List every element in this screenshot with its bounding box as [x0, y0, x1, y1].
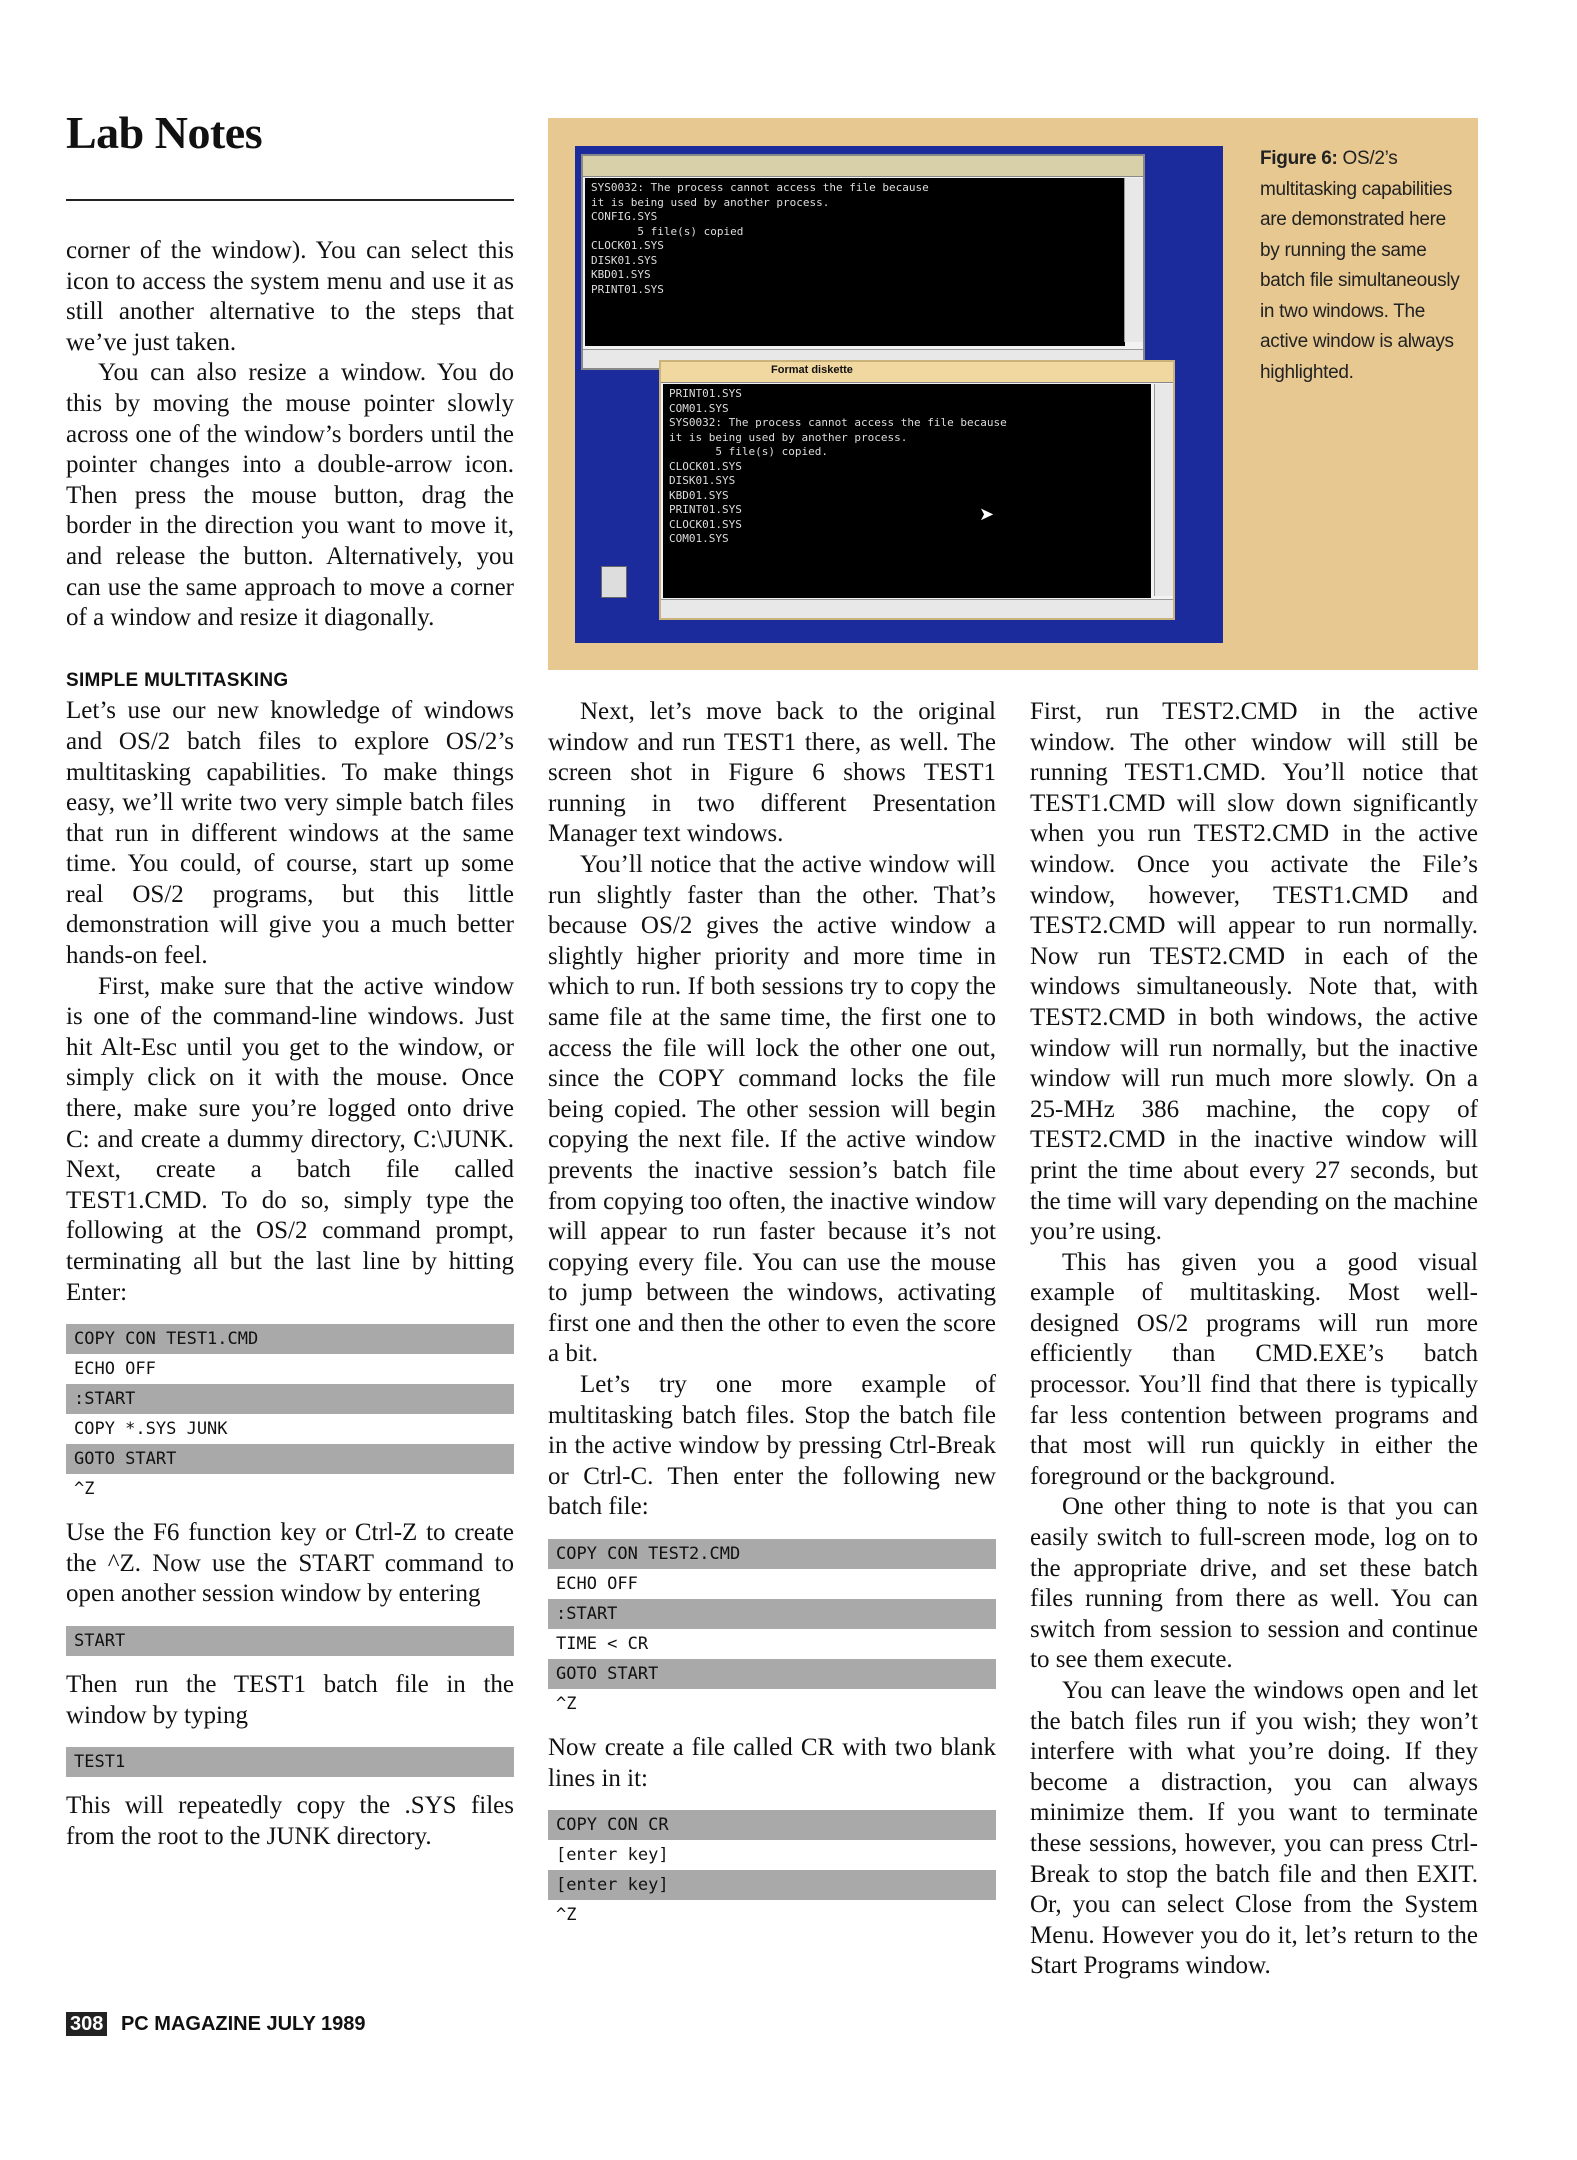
col1-paragraph-2: You can also resize a window. You do this by moving the mouse pointer slowly across one of the window’s borders until the pointer changes into a double-arrow icon. Then press the mouse button, drag the border in the direction you want to move it, and release the button. Alternatively, you can use the same approach to move a corner of a window and resize it diagonally. — [66, 359, 514, 632]
back-terminal-line: CLOCK01.SYS — [591, 239, 664, 252]
back-terminal-line: PRINT01.SYS — [591, 282, 664, 296]
code-line: TEST1 — [66, 1747, 514, 1777]
back-terminal-line: CONFIG.SYS — [591, 210, 658, 223]
front-window-hscroll[interactable] — [661, 599, 1173, 618]
front-terminal-line: it is being used by another process. — [669, 430, 908, 444]
column-2 — [548, 697, 996, 1944]
front-window-output — [663, 384, 1151, 598]
back-terminal-line: it is being used by another process. — [591, 195, 830, 209]
col3-paragraph-2: This has given you a good visual example of multitasking. Most well-designed OS/2 programs will run more efficiently than CMD.EXE’s batch processor. You’ll find that there is typically far less contention between programs and that most will run quickly in either the foreground or the background. — [1030, 1248, 1478, 1490]
col2-paragraph-3: Let’s try one more example of multitasking batch files. Stop the batch file in the active window by pressing Ctrl-Break or Ctrl-C. Then enter the following new batch file: — [548, 1371, 996, 1521]
code-block-cr — [548, 1810, 996, 1930]
col2-paragraph-4: Now create a file called CR with two blank lines in it: — [548, 1734, 996, 1792]
front-window-titlebar — [661, 362, 1173, 383]
column-1 — [66, 236, 514, 1852]
front-terminal-line: PRINT01.SYS — [669, 503, 742, 516]
section-heading: SIMPLE MULTITASKING — [66, 669, 289, 691]
code-line: COPY CON TEST2.CMD — [548, 1539, 996, 1569]
code-line: ECHO OFF — [74, 1359, 156, 1380]
figure-screenshot — [575, 146, 1223, 643]
code-block-run-test1 — [66, 1747, 514, 1777]
col3-paragraph-1: First, run TEST2.CMD in the active window. The other window will still be running TEST1.CMD. You’ll notice that TEST1.CMD will slow down significantly when you run TEST2.CMD in the active window. Once you activate the File’s window, however, TEST1.CMD and TEST2.CMD will appear to run normally. Now run TEST2.CMD in each of the windows simultaneously. Note that, with TEST2.CMD in both windows, the active window will run normally, but the inactive window will run much more slowly. On a 25-MHz 386 machine, the copy of TEST2.CMD in the inactive window will print the time about every 27 seconds, but the time will vary depending on the machine you’re using. — [1030, 698, 1478, 1246]
code-line: COPY *.SYS JUNK — [74, 1419, 228, 1440]
code-line: [enter key] — [548, 1870, 996, 1900]
back-window-vscroll[interactable] — [1124, 178, 1143, 342]
back-window-titlebar — [583, 156, 1143, 177]
figure-caption-label: Figure 6: — [1260, 148, 1338, 169]
front-window-title: Format diskette — [771, 364, 853, 376]
mouse-pointer-icon: ➤ — [979, 504, 995, 525]
code-line: ^Z — [556, 1694, 577, 1715]
code-line: COPY CON CR — [548, 1810, 996, 1840]
code-line: COPY CON TEST1.CMD — [66, 1324, 514, 1354]
code-line: :START — [66, 1384, 514, 1414]
col3-paragraph-3: One other thing to note is that you can easily switch to full-screen mode, log on to the appropriate drive, and set these batch files running from there as well. You can switch from session to session and continue to see them execute. — [1030, 1493, 1478, 1674]
back-terminal-line: KBD01.SYS — [591, 268, 651, 281]
col1-paragraph-5: Use the F6 function key or Ctrl-Z to create the ^Z. Now use the START command to open another session window by entering — [66, 1519, 514, 1608]
col1-paragraph-3: Let’s use our new knowledge of windows and OS/2 batch files to explore OS/2’s multitasking capabilities. To make things easy, we’ll write two very simple batch files that run in different windows at the same time. You could, of course, start up some real OS/2 programs, but this little demonstration will give you a much better hands-on feel. — [66, 697, 514, 970]
desktop-icon[interactable] — [601, 566, 627, 598]
figure-caption — [1260, 144, 1460, 388]
col2-paragraph-2: You’ll notice that the active window will run slightly faster than the other. That’s because OS/2 gives the active window a slightly higher priority and more time in which to run. If both sessions try to copy the same file at the same time, the first one to access the file will lock the other one out, since the COPY command locks the file being copied. The other session will begin copying the next file. If the active window prevents the inactive session’s batch file from copying too often, the inactive window will appear to run faster because it’s not copying every file. You can use the mouse to jump between the windows, activating first one and then the other to even the score a bit. — [548, 850, 996, 1368]
column-3 — [1030, 697, 1478, 1982]
code-line: TIME < CR — [556, 1634, 649, 1655]
code-line: :START — [548, 1599, 996, 1629]
front-terminal-line: KBD01.SYS — [669, 488, 729, 502]
back-terminal-line: SYS0032: The process cannot access the file because — [591, 181, 929, 194]
col3-paragraph-4: You can leave the windows open and let the batch files run if you wish; they won’t interfere with what you’re doing. If they become a distraction, you can always minimize them. If you want to terminate these sessions, however, you can press Ctrl-Break to stop the batch file and then EXIT. Or, you can select Close from the System Menu. However you do it, let’s return to the Start Programs window. — [1030, 1677, 1478, 1980]
col1-paragraph-4: First, make sure that the active window is one of the command-line windows. Just hit Alt-Esc until you get to the window, or simply click on it with the mouse. Once there, make sure you’re logged onto drive C: and create a dummy directory, C:\JUNK. Next, create a batch file called TEST1.CMD. To do so, simply type the following at the OS/2 command prompt, terminating all but the last line by hitting Enter: — [66, 972, 514, 1306]
front-terminal-line: PRINT01.SYS — [669, 387, 742, 400]
page-number: 308 — [66, 2012, 107, 2036]
col2-paragraph-1: Next, let’s move back to the original window and run TEST1 there, as well. The screen shot in Figure 6 shows TEST1 running in two different Presentation Manager text windows. — [548, 698, 996, 848]
figure-caption-text: OS/2’s multitasking capabilities are demonstrated here by running the same batch file simultaneously in two windows. The active window is always highlighted. — [1260, 148, 1460, 383]
figure-6 — [548, 118, 1478, 670]
front-window-vscroll[interactable] — [1154, 384, 1173, 596]
code-line: GOTO START — [548, 1659, 996, 1689]
code-line: START — [66, 1626, 514, 1656]
code-line: [enter key] — [556, 1845, 669, 1866]
front-terminal-line: 5 file(s) copied. — [669, 445, 828, 458]
front-terminal-line: COM01.SYS — [669, 532, 729, 545]
back-terminal-line: 5 file(s) copied — [591, 224, 744, 238]
back-terminal-window — [581, 154, 1145, 370]
code-block-test1 — [66, 1324, 514, 1504]
col1-paragraph-6: Then run the TEST1 batch file in the window by typing — [66, 1670, 514, 1729]
code-line: ^Z — [74, 1479, 95, 1500]
page-title: Lab Notes — [66, 107, 263, 158]
col1-paragraph-1: corner of the window). You can select this icon to access the system menu and use it as still another alternative to the steps that we’ve just taken. — [66, 237, 514, 356]
code-line: ^Z — [556, 1905, 577, 1926]
back-terminal-line: DISK01.SYS — [591, 253, 658, 267]
col1-paragraph-7: This will repeatedly copy the .SYS files from the root to the JUNK directory. — [66, 1792, 514, 1850]
code-line: ECHO OFF — [556, 1574, 638, 1595]
front-terminal-line: COM01.SYS — [669, 401, 729, 415]
front-terminal-line: CLOCK01.SYS — [669, 459, 742, 473]
front-terminal-line: SYS0032: The process cannot access the file because — [669, 416, 1007, 429]
back-window-output — [585, 178, 1125, 346]
publication-line: PC MAGAZINE JULY 1989 — [120, 2013, 366, 2035]
front-terminal-line: CLOCK01.SYS — [669, 517, 742, 531]
code-block-start — [66, 1626, 514, 1656]
code-line: GOTO START — [66, 1444, 514, 1474]
code-block-test2 — [548, 1539, 996, 1719]
header-rule — [66, 199, 514, 201]
front-terminal-line: DISK01.SYS — [669, 474, 736, 487]
page-footer — [66, 2013, 365, 2036]
front-terminal-window — [659, 360, 1175, 620]
